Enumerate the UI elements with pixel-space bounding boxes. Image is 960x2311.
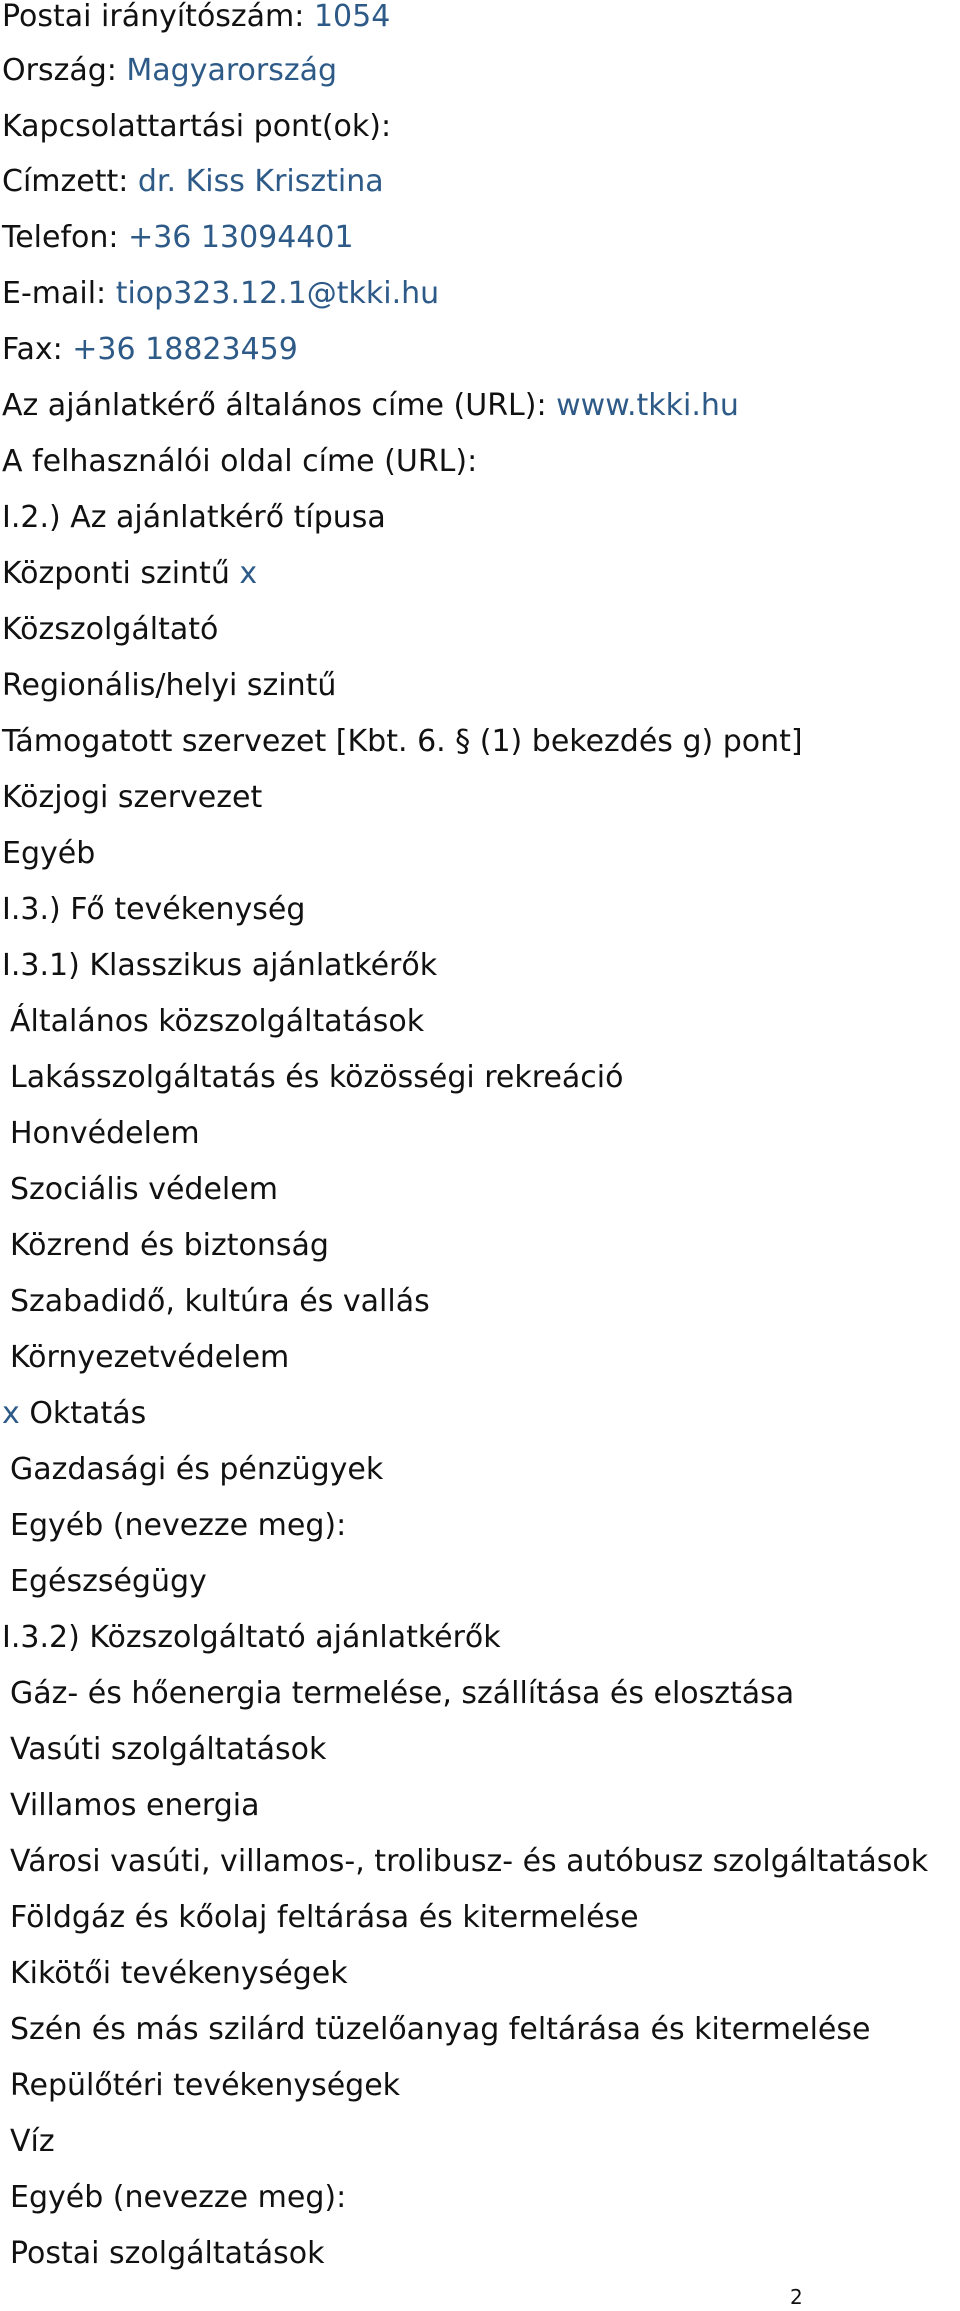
buyer-type-option: Közjogi szervezet [2,780,263,815]
utility-activity-item: Földgáz és kőolaj feltárása és kitermelése [10,1900,639,1935]
utility-buyers-heading: I.3.2) Közszolgáltató ajánlatkérők [2,1620,501,1655]
contact-points-heading: Kapcsolattartási pont(ok): [2,109,392,144]
buyer-type-option: Regionális/helyi szintű [2,668,337,703]
buyer-type-label: Központi szintű [2,556,230,591]
selected-mark: x [239,556,258,591]
classic-activity-item: Környezetvédelem [10,1340,290,1375]
buyer-type-option: Közszolgáltató [2,612,219,647]
country-value: Magyarország [126,53,338,88]
email-line [2,266,439,322]
postal-code-label: Postai irányítószám: [2,0,314,34]
page-number: 2 [790,2285,803,2309]
utility-activity-item: Gáz- és hőenergia termelése, szállítása és elosztása [10,1676,795,1711]
buyer-type-heading: I.2.) Az ajánlatkérő típusa [2,500,386,535]
classic-activity-item: Közrend és biztonság [10,1228,329,1263]
buyer-type-option: Egyéb [2,836,96,871]
country-label: Ország: [2,53,127,88]
selected-mark: x [2,1396,20,1431]
classic-activity-item: Lakásszolgáltatás és közösségi rekreáció [10,1060,624,1095]
recipient-label: Címzett: [2,164,138,199]
buyer-type-option: Támogatott szervezet [Kbt. 6. § (1) bekezdés g) pont] [2,724,803,759]
recipient-value: dr. Kiss Krisztina [137,164,384,199]
utility-activity-item: Repülőtéri tevékenységek [10,2068,401,2103]
buyer-profile-url-line: A felhasználói oldal címe (URL): [2,444,478,479]
utility-activity-item: Városi vasúti, villamos-, trolibusz- és autóbusz szolgáltatások [10,1844,929,1879]
general-url-label: Az ajánlatkérő általános címe (URL): [2,388,557,423]
general-url-line [2,378,739,434]
utility-activity-item: Víz [10,2124,55,2159]
classic-buyers-heading: I.3.1) Klasszikus ajánlatkérők [2,948,438,983]
classic-activity-item: Gazdasági és pénzügyek [10,1452,384,1487]
fax-value: +36 18823459 [72,332,298,367]
postal-code-line [2,0,390,45]
utility-activity-item: Szén és más szilárd tüzelőanyag feltárása és kitermelése [10,2012,871,2047]
utility-activity-item: Villamos energia [10,1788,260,1823]
utility-activity-item: Kikötői tevékenységek [10,1956,348,1991]
country-line [2,43,337,99]
phone-value: +36 13094401 [128,220,354,255]
classic-activity-label: Oktatás [29,1396,147,1431]
classic-activity-item: Szabadidő, kultúra és vallás [10,1284,430,1319]
phone-line [2,210,354,266]
fax-label: Fax: [2,332,73,367]
main-activity-heading: I.3.) Fő tevékenység [2,892,306,927]
email-label: E-mail: [2,276,116,311]
classic-activity-item: Egyéb (nevezze meg): [10,1508,347,1543]
general-url-link[interactable]: www.tkki.hu [556,388,739,423]
recipient-line [2,154,384,210]
classic-activity-item: Honvédelem [10,1116,200,1151]
classic-activity-item-selected [2,1386,146,1442]
utility-activity-item: Egyéb (nevezze meg): [10,2180,347,2215]
classic-activity-item: Egészségügy [10,1564,207,1599]
fax-line [2,322,298,378]
buyer-type-option [2,546,257,602]
utility-activity-item: Vasúti szolgáltatások [10,1732,327,1767]
classic-activity-item: Szociális védelem [10,1172,278,1207]
utility-activity-item: Postai szolgáltatások [10,2236,325,2271]
phone-label: Telefon: [2,220,129,255]
postal-code-value: 1054 [313,0,391,34]
email-value[interactable]: tiop323.12.1@tkki.hu [115,276,440,311]
classic-activity-item: Általános közszolgáltatások [10,1004,425,1039]
